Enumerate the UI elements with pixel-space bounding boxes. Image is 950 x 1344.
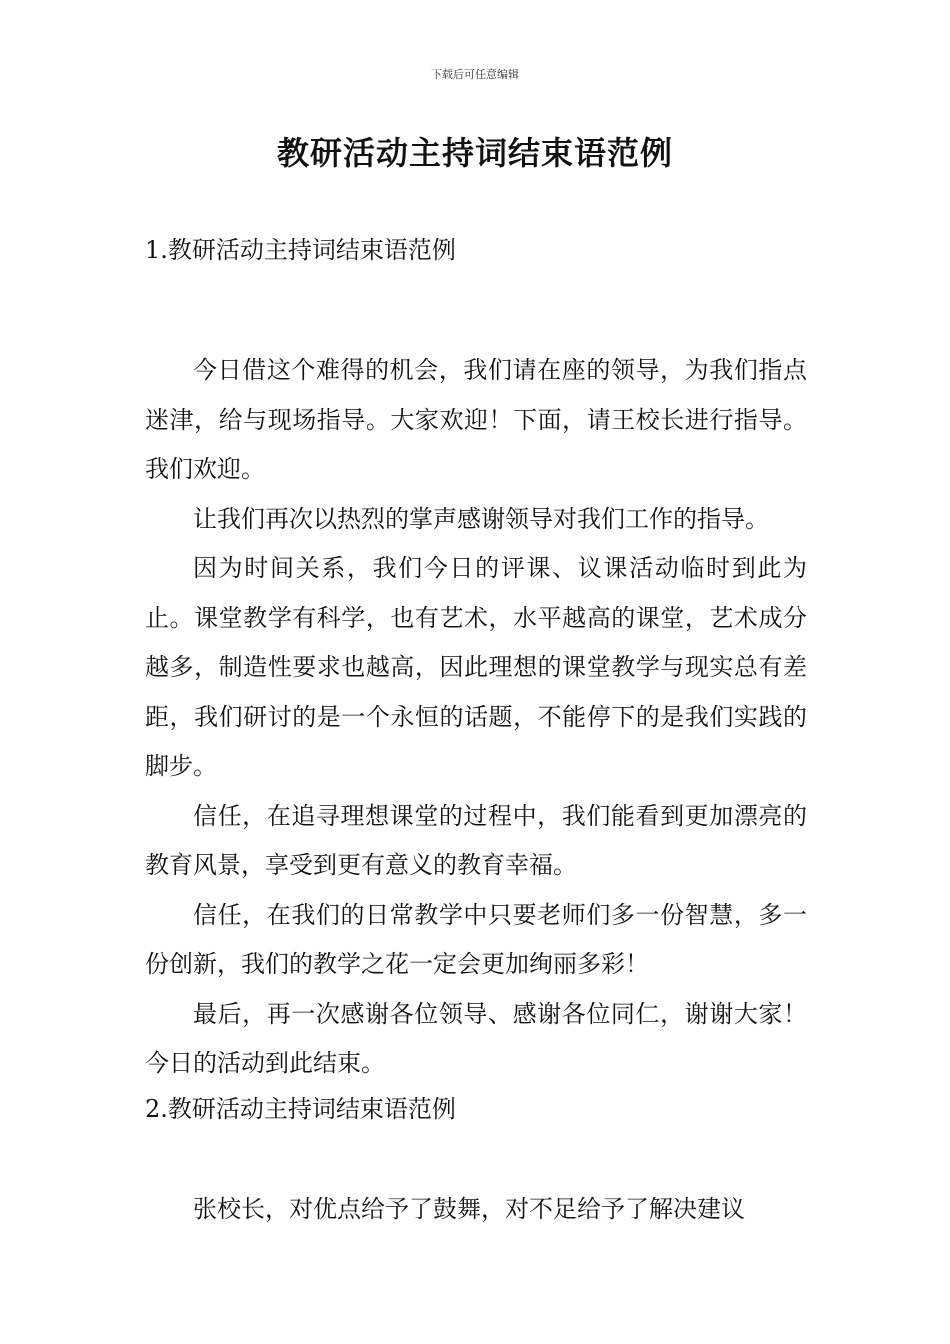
document-title: 教研活动主持词结束语范例 (276, 134, 673, 172)
section-heading-1: 1.教研活动主持词结束语范例 (145, 236, 456, 264)
paragraph: 让我们再次以热烈的掌声感谢领导对我们工作的指导。 (193, 504, 769, 533)
paragraph: 因为时间关系，我们今日的评课、议课活动临时到此为止。课堂教学有科学，也有艺术，水平越高的课堂，艺术成分越多，制造性要求也越高，因此理想的课堂教学与现实总有差距，我们研讨的是一个永恒的话题，不能停下的是我们实践的脚步。 (145, 554, 807, 780)
paragraph: 今日借这个难得的机会，我们请在座的领导，为我们指点迷津，给与现场指导。大家欢迎！下面，请王校长进行指导。我们欢迎。 (145, 356, 807, 483)
header-note: 下载后可任意编辑 (431, 68, 519, 81)
paragraph: 最后，再一次感谢各位领导、感谢各位同仁，谢谢大家！今日的活动到此结束。 (145, 999, 807, 1077)
section-heading-2: 2.教研活动主持词结束语范例 (145, 1094, 456, 1123)
paragraph: 信任，在追寻理想课堂的过程中，我们能看到更加漂亮的教育风景，享受到更有意义的教育幸福。 (145, 801, 807, 879)
spacer (145, 1129, 807, 1185)
spacer (145, 270, 807, 346)
paragraph: 张校长，对优点给予了鼓舞，对不足给予了解决建议 (193, 1194, 745, 1223)
paragraph: 信任，在我们的日常教学中只要老师们多一份智慧，多一份创新，我们的教学之花一定会更加绚丽多彩！ (145, 900, 807, 978)
document-body (145, 230, 807, 1234)
